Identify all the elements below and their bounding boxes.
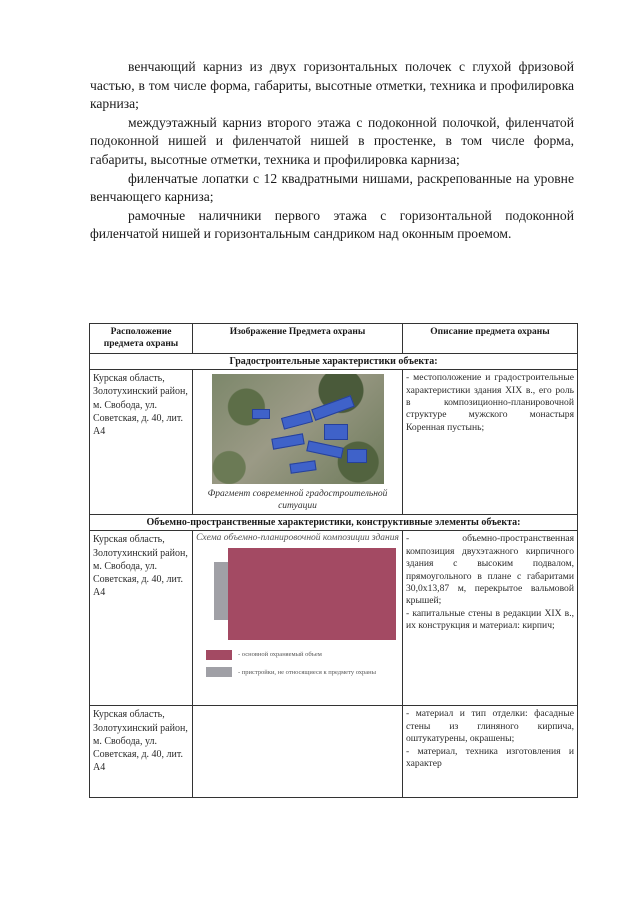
- legend-annex: [206, 666, 399, 679]
- header-image: Изображение Предмета охраны: [193, 324, 403, 354]
- table-row: [90, 706, 578, 798]
- location-cell: Курская область, Золотухинский район, м. Свобода, ул. Советская, д. 40, лит. А4: [90, 531, 193, 706]
- paragraph: междуэтажный карниз второго этажа с подоконной полочкой, филенчатой подоконной нишей и филенчатой нишей в простенке, в том числе форма, габариты, высотные отметки, техника и профилировка карниза;: [90, 114, 574, 167]
- legend-swatch-main: [206, 650, 232, 660]
- schema-title: Схема объемно-планировочной композиции здания: [196, 533, 399, 544]
- description-cell: [403, 531, 578, 706]
- header-description: Описание предмета охраны: [403, 324, 578, 354]
- table-row: [90, 370, 578, 515]
- location-cell: Курская область, Золотухинский район, м. Свобода, ул. Советская, д. 40, лит. А4: [90, 706, 193, 798]
- description-line: - капитальные стены в редакции XIX в., их конструкция и материал: кирпич;: [406, 607, 574, 632]
- image-cell: [193, 531, 403, 706]
- description-line: - материал и тип отделки: фасадные стены из глиняного кирпича, оштукатурены, окрашены;: [406, 708, 574, 745]
- image-cell: [193, 370, 403, 515]
- description-line: - материал, техника изготовления и характер: [406, 745, 574, 770]
- paragraph: филенчатые лопатки с 12 квадратными нишами, раскрепованные на уровне венчающего карниза;: [90, 170, 574, 205]
- main-volume: [228, 548, 396, 640]
- floor-plan-diagram: [196, 544, 399, 644]
- photo-caption: Фрагмент современной градостроительной ситуации: [207, 489, 388, 512]
- intro-text: [90, 58, 574, 244]
- legend-label: - пристройки, не относящиеся к предмету охраны: [238, 668, 377, 676]
- table-header-row: [90, 324, 578, 354]
- legend-swatch-annex: [206, 667, 232, 677]
- section-title-volume: Объемно-пространственные характеристики, конструктивные элементы объекта:: [90, 515, 578, 531]
- description-cell: - местоположение и градостроительные характеристики здания XIX в., его роль в композиционно-планировочной структуре мужского монастыря Коренная пустынь;: [403, 370, 578, 515]
- section-row: [90, 354, 578, 370]
- location-cell: Курская область, Золотухинский район, м. Свобода, ул. Советская, д. 40, лит. А4: [90, 370, 193, 515]
- paragraph: венчающий карниз из двух горизонтальных полочек с глухой фризовой частью, в том числе форма, габариты, высотные отметки, техника и профилировка карниза;: [90, 59, 574, 112]
- description-line: - объемно-пространственная композиция двухэтажного кирпичного здания с высоким подвалом, прямоугольного в плане с габаритами 30,0х13,87 м, перекрытое вальмовой крышей;: [406, 533, 574, 607]
- legend-label: - основной охраняемый объем: [238, 651, 322, 659]
- paragraph: рамочные наличники первого этажа с горизонтальной подоконной филенчатой нишей и горизонтальным сандриком над оконным проемом.: [90, 207, 574, 242]
- section-row: [90, 515, 578, 531]
- section-title-urban: Градостроительные характеристики объекта:: [90, 354, 578, 370]
- header-location: Расположение предмета охраны: [90, 324, 193, 354]
- satellite-photo: [212, 374, 384, 484]
- protection-table: [89, 323, 578, 798]
- legend-main: [206, 648, 399, 661]
- table-row: [90, 531, 578, 706]
- description-cell: [403, 706, 578, 798]
- image-cell-empty: [193, 706, 403, 798]
